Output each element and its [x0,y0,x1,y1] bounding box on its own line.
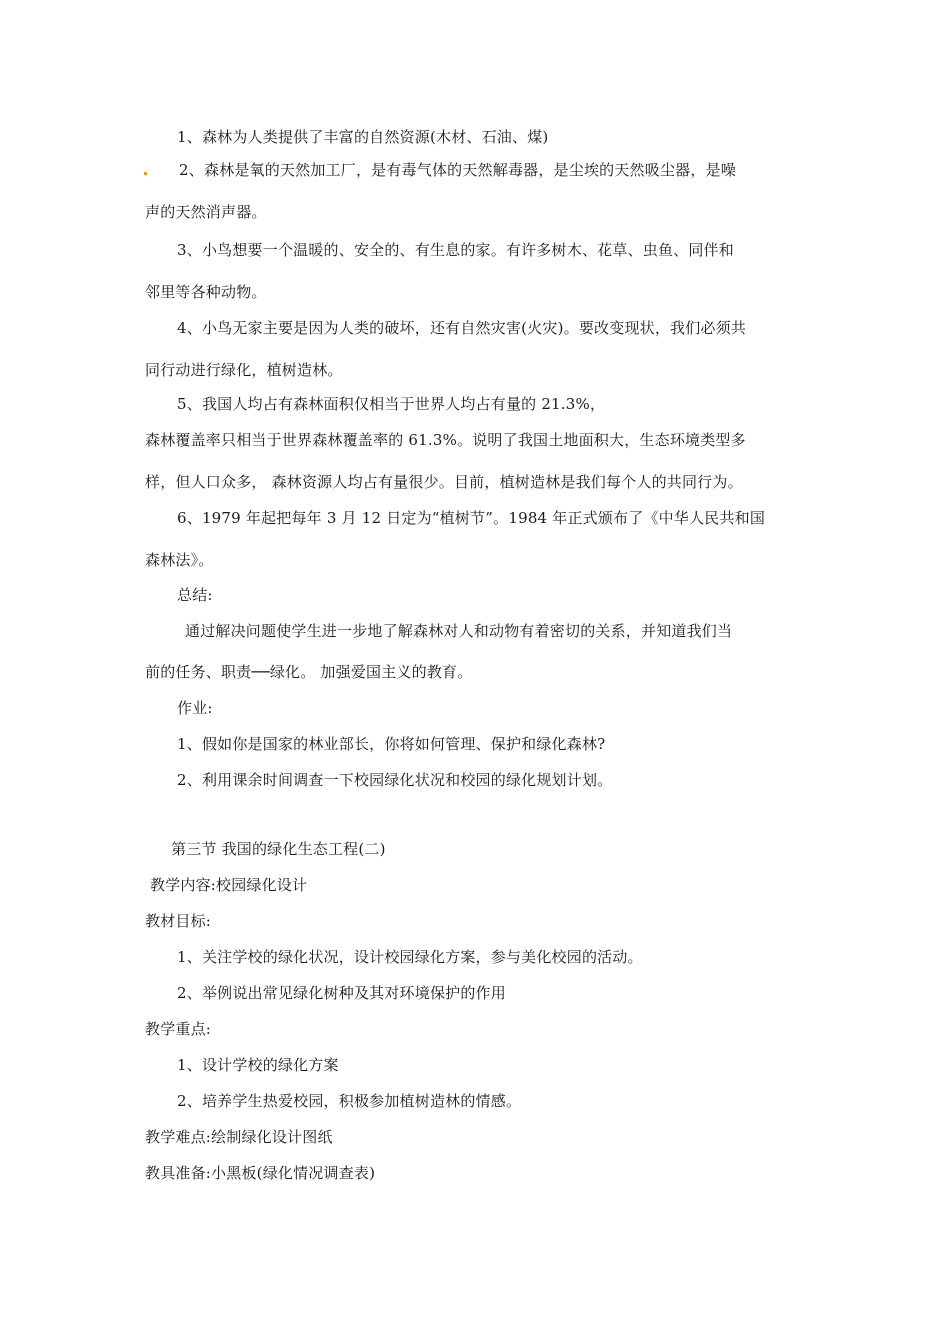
paragraph-2-line-2: 声的天然消声器。 [145,203,267,221]
paragraph-6-line-1: 6、1979 年起把每年 3 月 12 日定为“植树节”。1984 年正式颁布了《中华人民共和国 [177,509,766,527]
focus-heading: 教学重点: [145,1020,212,1038]
goals-heading: 教材目标: [145,912,212,930]
goal-item-1: 1、关注学校的绿化状况，设计校园绿化方案，参与美化校园的活动。 [177,948,643,966]
materials-line: 教具准备:小黑板(绿化情况调查表) [145,1164,376,1182]
summary-line-2: 前的任务、职责──绿化。 加强爱国主义的教育。 [145,663,473,681]
homework-heading: 作业: [177,699,213,717]
paragraph-1: 1、森林为人类提供了丰富的自然资源(木材、石油、煤) [177,128,549,146]
section-title: 第三节 我国的绿化生态工程(二) [171,840,386,858]
paragraph-5-line-2: 森林覆盖率只相当于世界森林覆盖率的 61.3%。说明了我国土地面积大，生态环境类型多 [145,431,746,449]
difficulty-line: 教学难点:绘制绿化设计图纸 [145,1128,333,1146]
paragraph-2-line-1: 2、森林是氧的天然加工厂，是有毒气体的天然解毒器，是尘埃的天然吸尘器，是噪 [179,161,736,179]
paragraph-6-line-2: 森林法》。 [145,551,214,569]
homework-item-2: 2、利用课余时间调查一下校园绿化状况和校园的绿化规划计划。 [177,771,613,789]
paragraph-3-line-1: 3、小鸟想要一个温暖的、安全的、有生息的家。有许多树木、花草、虫鱼、同伴和 [177,241,734,259]
teaching-content: 教学内容:校园绿化设计 [150,876,308,894]
goal-item-2: 2、举例说出常见绿化树种及其对环境保护的作用 [177,984,506,1002]
focus-item-2: 2、培养学生热爱校园，积极参加植树造林的情感。 [177,1092,522,1110]
scan-mark [144,172,147,175]
paragraph-4-line-1: 4、小鸟无家主要是因为人类的破坏，还有自然灾害(火灾)。要改变现状，我们必须共 [177,319,747,337]
paragraph-3-line-2: 邻里等各种动物。 [145,283,267,301]
homework-item-1: 1、假如你是国家的林业部长，你将如何管理、保护和绿化森林? [177,735,606,753]
focus-item-1: 1、设计学校的绿化方案 [177,1056,339,1074]
paragraph-4-line-2: 同行动进行绿化，植树造林。 [145,361,343,379]
paragraph-5-line-3: 样，但人口众多， 森林资源人均占有量很少。目前，植树造林是我们每个人的共同行为。 [145,473,743,491]
paragraph-5-line-1: 5、我国人均占有森林面积仅相当于世界人均占有量的 21.3%， [177,395,606,413]
summary-line-1: 通过解决问题使学生进一步地了解森林对人和动物有着密切的关系，并知道我们当 [185,622,733,640]
summary-heading: 总结: [177,586,213,604]
